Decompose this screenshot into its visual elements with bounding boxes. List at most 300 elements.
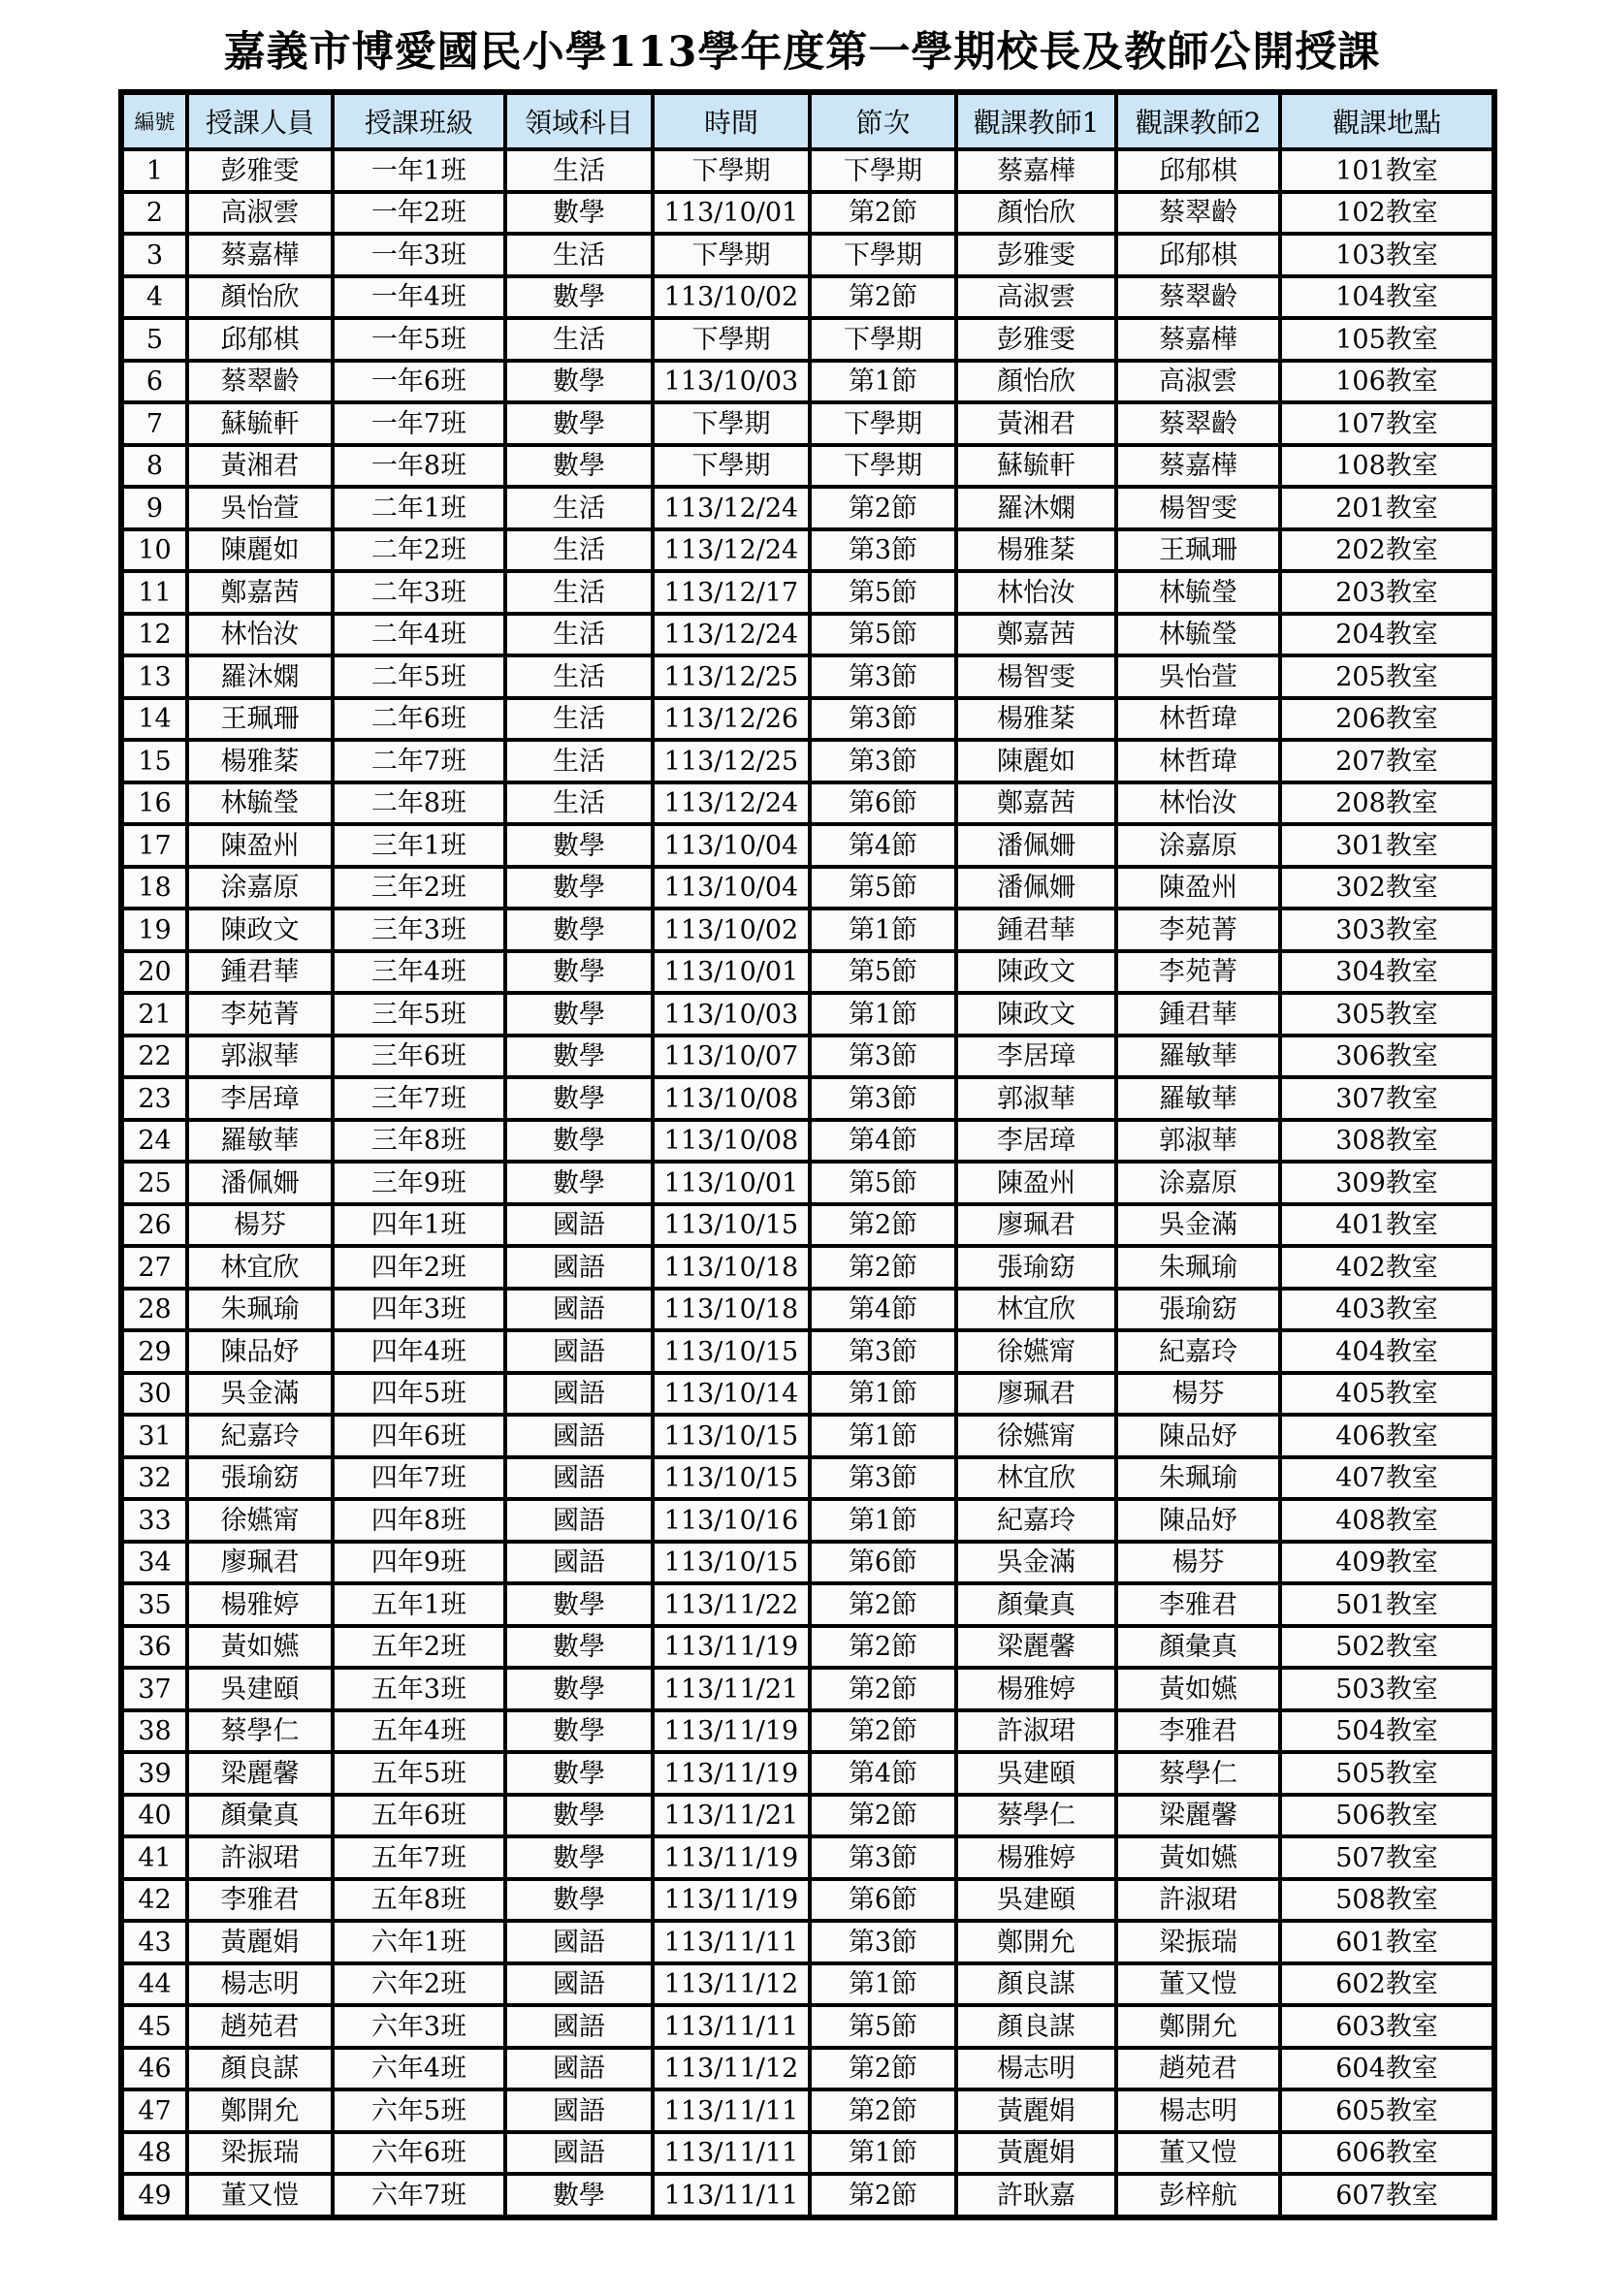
table-cell: 第3節 <box>810 1077 956 1120</box>
table-cell: 生活 <box>505 655 653 698</box>
table-cell: 101教室 <box>1280 149 1494 192</box>
table-cell: 第2節 <box>810 1204 956 1247</box>
table-cell: 113/10/03 <box>653 361 810 403</box>
table-cell: 生活 <box>505 571 653 614</box>
table-cell: 陳盈州 <box>187 824 333 867</box>
table-cell: 103教室 <box>1280 234 1494 276</box>
table-cell: 國語 <box>505 1289 653 1331</box>
table-cell: 廖珮君 <box>187 1542 333 1584</box>
row-number-cell: 36 <box>121 1626 187 1669</box>
table-row <box>121 1415 1494 1457</box>
table-cell: 第4節 <box>810 1289 956 1331</box>
table-cell: 201教室 <box>1280 487 1494 529</box>
table-cell: 郭淑華 <box>1116 1120 1280 1163</box>
table-row <box>121 782 1494 825</box>
table-row <box>121 1289 1494 1331</box>
table-cell: 梁振瑞 <box>1116 1921 1280 1963</box>
table-cell: 第5節 <box>810 571 956 614</box>
table-cell: 第2節 <box>810 1795 956 1837</box>
table-cell: 113/10/02 <box>653 276 810 319</box>
table-cell: 一年2班 <box>333 192 505 235</box>
row-number-cell: 33 <box>121 1499 187 1542</box>
table-cell: 梁麗馨 <box>187 1752 333 1795</box>
table-cell: 蘇毓軒 <box>187 402 333 445</box>
table-row <box>121 1330 1494 1373</box>
table-cell: 許淑珺 <box>956 1710 1116 1753</box>
table-cell: 607教室 <box>1280 2174 1494 2217</box>
table-cell: 113/12/25 <box>653 740 810 782</box>
row-number-cell: 9 <box>121 487 187 529</box>
table-cell: 113/11/21 <box>653 1795 810 1837</box>
table-row <box>121 361 1494 403</box>
table-cell: 林宜欣 <box>956 1289 1116 1331</box>
table-cell: 林毓瑩 <box>1116 614 1280 656</box>
table-row <box>121 1077 1494 1120</box>
table-cell: 五年3班 <box>333 1668 505 1710</box>
header-cell: 節次 <box>810 92 956 149</box>
table-cell: 第5節 <box>810 2005 956 2048</box>
row-number-cell: 25 <box>121 1162 187 1204</box>
table-cell: 楊雅婷 <box>956 1668 1116 1710</box>
table-cell: 數學 <box>505 1120 653 1163</box>
table-cell: 顏彙真 <box>1116 1626 1280 1669</box>
table-cell: 第1節 <box>810 2132 956 2175</box>
row-number-cell: 20 <box>121 951 187 994</box>
table-cell: 113/10/15 <box>653 1415 810 1457</box>
row-number-cell: 24 <box>121 1120 187 1163</box>
table-cell: 國語 <box>505 1204 653 1247</box>
table-cell: 彭梓航 <box>1116 2174 1280 2217</box>
table-cell: 生活 <box>505 529 653 572</box>
table-cell: 第6節 <box>810 1879 956 1922</box>
table-cell: 113/10/08 <box>653 1077 810 1120</box>
table-cell: 蔡嘉樺 <box>187 234 333 276</box>
table-cell: 董又愷 <box>1116 2132 1280 2175</box>
table-cell: 生活 <box>505 487 653 529</box>
table-cell: 第3節 <box>810 1921 956 1963</box>
table-row <box>121 1710 1494 1753</box>
table-cell: 數學 <box>505 402 653 445</box>
table-cell: 吳金滿 <box>1116 1204 1280 1247</box>
row-number-cell: 41 <box>121 1836 187 1879</box>
table-row <box>121 824 1494 867</box>
table-cell: 第6節 <box>810 1542 956 1584</box>
table-cell: 第1節 <box>810 993 956 1036</box>
table-cell: 國語 <box>505 1373 653 1416</box>
table-cell: 生活 <box>505 740 653 782</box>
table-cell: 104教室 <box>1280 276 1494 319</box>
row-number-cell: 46 <box>121 2048 187 2090</box>
table-cell: 羅敏華 <box>187 1120 333 1163</box>
table-row <box>121 740 1494 782</box>
table-cell: 梁麗馨 <box>956 1626 1116 1669</box>
table-cell: 生活 <box>505 614 653 656</box>
table-cell: 407教室 <box>1280 1457 1494 1500</box>
table-cell: 113/12/24 <box>653 614 810 656</box>
table-cell: 吳建頤 <box>956 1752 1116 1795</box>
table-row <box>121 1120 1494 1163</box>
table-cell: 113/10/07 <box>653 1036 810 1078</box>
table-cell: 308教室 <box>1280 1120 1494 1163</box>
table-cell: 405教室 <box>1280 1373 1494 1416</box>
table-cell: 302教室 <box>1280 867 1494 909</box>
table-cell: 106教室 <box>1280 361 1494 403</box>
row-number-cell: 10 <box>121 529 187 572</box>
table-cell: 309教室 <box>1280 1162 1494 1204</box>
table-cell: 林哲瑋 <box>1116 698 1280 741</box>
table-cell: 國語 <box>505 1415 653 1457</box>
table-cell: 楊志明 <box>187 1963 333 2006</box>
table-cell: 顏彙真 <box>956 1583 1116 1626</box>
table-cell: 梁振瑞 <box>187 2132 333 2175</box>
page <box>0 29 1604 2296</box>
table-cell: 邱郁棋 <box>187 318 333 361</box>
table-cell: 李苑菁 <box>1116 951 1280 994</box>
table-cell: 朱珮瑜 <box>1116 1457 1280 1500</box>
table-cell: 顏怡欣 <box>956 192 1116 235</box>
table-cell: 許淑珺 <box>1116 1879 1280 1922</box>
table-cell: 鄭開允 <box>956 1921 1116 1963</box>
header-cell: 觀課教師1 <box>956 92 1116 149</box>
table-cell: 503教室 <box>1280 1668 1494 1710</box>
row-number-cell: 40 <box>121 1795 187 1837</box>
table-cell: 113/10/14 <box>653 1373 810 1416</box>
row-number-cell: 35 <box>121 1583 187 1626</box>
table-cell: 下學期 <box>653 445 810 488</box>
table-cell: 吳建頤 <box>187 1668 333 1710</box>
table-cell: 黃麗娟 <box>187 1921 333 1963</box>
table-cell: 508教室 <box>1280 1879 1494 1922</box>
table-cell: 涂嘉原 <box>1116 824 1280 867</box>
table-cell: 一年1班 <box>333 149 505 192</box>
page-title: 嘉義市博愛國民小學113學年度第一學期校長及教師公開授課 <box>223 28 1381 77</box>
table-cell: 許耿嘉 <box>956 2174 1116 2217</box>
table-cell: 數學 <box>505 1879 653 1922</box>
table-cell: 三年8班 <box>333 1120 505 1163</box>
table-cell: 國語 <box>505 1499 653 1542</box>
table-cell: 楊雅婷 <box>187 1583 333 1626</box>
table-cell: 國語 <box>505 1963 653 2006</box>
table-cell: 113/12/24 <box>653 529 810 572</box>
row-number-cell: 39 <box>121 1752 187 1795</box>
table-row <box>121 2174 1494 2217</box>
table-cell: 下學期 <box>810 149 956 192</box>
table-cell: 黃如嬿 <box>187 1626 333 1669</box>
table-cell: 生活 <box>505 782 653 825</box>
table-cell: 603教室 <box>1280 2005 1494 2048</box>
table-cell: 蔡翠齡 <box>1116 402 1280 445</box>
table-cell: 生活 <box>505 698 653 741</box>
table-cell: 505教室 <box>1280 1752 1494 1795</box>
table-cell: 四年5班 <box>333 1373 505 1416</box>
table-cell: 羅敏華 <box>1116 1036 1280 1078</box>
table-cell: 113/11/11 <box>653 2174 810 2217</box>
table-cell: 第5節 <box>810 951 956 994</box>
table-cell: 205教室 <box>1280 655 1494 698</box>
row-number-cell: 48 <box>121 2132 187 2175</box>
table-cell: 113/11/11 <box>653 2089 810 2132</box>
table-cell: 113/10/15 <box>653 1457 810 1500</box>
table-cell: 紀嘉玲 <box>1116 1330 1280 1373</box>
table-cell: 林哲瑋 <box>1116 740 1280 782</box>
table-cell: 顏良謀 <box>956 1963 1116 2006</box>
table-cell: 數學 <box>505 1710 653 1753</box>
table-cell: 四年2班 <box>333 1246 505 1289</box>
row-number-cell: 13 <box>121 655 187 698</box>
table-cell: 下學期 <box>653 318 810 361</box>
table-cell: 三年2班 <box>333 867 505 909</box>
table-cell: 304教室 <box>1280 951 1494 994</box>
table-row <box>121 951 1494 994</box>
table-cell: 李居璋 <box>956 1120 1116 1163</box>
table-cell: 林怡汝 <box>187 614 333 656</box>
table-cell: 陳品妤 <box>1116 1499 1280 1542</box>
table-row <box>121 1921 1494 1963</box>
table-cell: 陳品妤 <box>187 1330 333 1373</box>
table-cell: 林宜欣 <box>956 1457 1116 1500</box>
table-cell: 楊志明 <box>1116 2089 1280 2132</box>
table-cell: 113/11/19 <box>653 1626 810 1669</box>
table-cell: 吳怡萱 <box>187 487 333 529</box>
table-cell: 數學 <box>505 909 653 951</box>
row-number-cell: 34 <box>121 1542 187 1584</box>
table-cell: 下學期 <box>653 149 810 192</box>
table-cell: 李居璋 <box>187 1077 333 1120</box>
header-cell: 授課班級 <box>333 92 505 149</box>
table-cell: 吳怡萱 <box>1116 655 1280 698</box>
table-cell: 國語 <box>505 1921 653 1963</box>
table-cell: 陳盈州 <box>956 1162 1116 1204</box>
table-cell: 三年6班 <box>333 1036 505 1078</box>
table-cell: 國語 <box>505 1457 653 1500</box>
table-cell: 一年8班 <box>333 445 505 488</box>
table-row <box>121 234 1494 276</box>
table-cell: 401教室 <box>1280 1204 1494 1247</box>
table-cell: 一年6班 <box>333 361 505 403</box>
table-cell: 李苑菁 <box>1116 909 1280 951</box>
row-number-cell: 5 <box>121 318 187 361</box>
table-row <box>121 867 1494 909</box>
table-cell: 四年6班 <box>333 1415 505 1457</box>
row-number-cell: 31 <box>121 1415 187 1457</box>
row-number-cell: 30 <box>121 1373 187 1416</box>
table-cell: 黃如嬿 <box>1116 1836 1280 1879</box>
table-cell: 107教室 <box>1280 402 1494 445</box>
table-cell: 403教室 <box>1280 1289 1494 1331</box>
row-number-cell: 43 <box>121 1921 187 1963</box>
table-cell: 四年1班 <box>333 1204 505 1247</box>
table-cell: 數學 <box>505 192 653 235</box>
table-cell: 二年2班 <box>333 529 505 572</box>
table-cell: 307教室 <box>1280 1077 1494 1120</box>
table-row <box>121 2048 1494 2090</box>
table-cell: 113/10/15 <box>653 1542 810 1584</box>
table-row <box>121 614 1494 656</box>
table-cell: 113/10/15 <box>653 1330 810 1373</box>
table-cell: 113/10/02 <box>653 909 810 951</box>
table-row <box>121 1795 1494 1837</box>
table-cell: 六年3班 <box>333 2005 505 2048</box>
table-cell: 506教室 <box>1280 1795 1494 1837</box>
table-cell: 楊雅婷 <box>956 1836 1116 1879</box>
table-cell: 402教室 <box>1280 1246 1494 1289</box>
table-cell: 羅沐嫻 <box>956 487 1116 529</box>
table-row <box>121 909 1494 951</box>
table-cell: 蔡嘉樺 <box>1116 445 1280 488</box>
open-class-schedule-table <box>118 89 1497 2220</box>
table-cell: 六年1班 <box>333 1921 505 1963</box>
row-number-cell: 15 <box>121 740 187 782</box>
table-cell: 蔡嘉樺 <box>1116 318 1280 361</box>
table-cell: 鄭嘉茜 <box>956 614 1116 656</box>
table-cell: 林毓瑩 <box>1116 571 1280 614</box>
table-row <box>121 2005 1494 2048</box>
table-cell: 彭雅雯 <box>956 234 1116 276</box>
table-cell: 數學 <box>505 1668 653 1710</box>
table-cell: 顏怡欣 <box>956 361 1116 403</box>
table-cell: 李雅君 <box>1116 1583 1280 1626</box>
table-row <box>121 1879 1494 1922</box>
table-cell: 三年3班 <box>333 909 505 951</box>
table-cell: 高淑雲 <box>956 276 1116 319</box>
table-cell: 第6節 <box>810 782 956 825</box>
table-cell: 第1節 <box>810 909 956 951</box>
table-row <box>121 1963 1494 2006</box>
table-cell: 六年6班 <box>333 2132 505 2175</box>
table-cell: 數學 <box>505 1626 653 1669</box>
table-cell: 第1節 <box>810 1963 956 2006</box>
row-number-cell: 18 <box>121 867 187 909</box>
table-cell: 113/10/03 <box>653 993 810 1036</box>
table-cell: 張瑜窈 <box>187 1457 333 1500</box>
table-cell: 第2節 <box>810 276 956 319</box>
table-cell: 303教室 <box>1280 909 1494 951</box>
table-cell: 102教室 <box>1280 192 1494 235</box>
table-cell: 高淑雲 <box>187 192 333 235</box>
header-cell: 授課人員 <box>187 92 333 149</box>
table-cell: 數學 <box>505 1836 653 1879</box>
table-cell: 蔡翠齡 <box>1116 276 1280 319</box>
table-cell: 113/11/21 <box>653 1668 810 1710</box>
table-cell: 下學期 <box>653 402 810 445</box>
row-number-cell: 14 <box>121 698 187 741</box>
table-cell: 二年6班 <box>333 698 505 741</box>
table-cell: 第2節 <box>810 487 956 529</box>
row-number-cell: 47 <box>121 2089 187 2132</box>
table-cell: 三年9班 <box>333 1162 505 1204</box>
table-cell: 生活 <box>505 149 653 192</box>
table-cell: 113/11/11 <box>653 1921 810 1963</box>
table-cell: 鄭嘉茜 <box>956 782 1116 825</box>
table-row <box>121 2089 1494 2132</box>
table-cell: 蔡學仁 <box>956 1795 1116 1837</box>
table-row <box>121 2132 1494 2175</box>
row-number-cell: 12 <box>121 614 187 656</box>
table-cell: 羅敏華 <box>1116 1077 1280 1120</box>
table-cell: 第1節 <box>810 1373 956 1416</box>
table-cell: 國語 <box>505 1330 653 1373</box>
table-cell: 黃麗娟 <box>956 2089 1116 2132</box>
table-cell: 楊雅棻 <box>956 698 1116 741</box>
table-cell: 602教室 <box>1280 1963 1494 2006</box>
table-cell: 第2節 <box>810 2048 956 2090</box>
table-cell: 409教室 <box>1280 1542 1494 1584</box>
table-cell: 第1節 <box>810 361 956 403</box>
table-cell: 楊芬 <box>1116 1542 1280 1584</box>
table-cell: 六年5班 <box>333 2089 505 2132</box>
table-cell: 四年3班 <box>333 1289 505 1331</box>
row-number-cell: 2 <box>121 192 187 235</box>
table-cell: 113/10/01 <box>653 192 810 235</box>
table-cell: 113/10/18 <box>653 1246 810 1289</box>
table-cell: 吳建頤 <box>956 1879 1116 1922</box>
table-cell: 徐嬿甯 <box>187 1499 333 1542</box>
table-cell: 113/10/16 <box>653 1499 810 1542</box>
table-cell: 顏良謀 <box>956 2005 1116 2048</box>
table-cell: 六年4班 <box>333 2048 505 2090</box>
table-cell: 徐嬿甯 <box>956 1330 1116 1373</box>
table-cell: 李雅君 <box>1116 1710 1280 1753</box>
table-cell: 113/12/17 <box>653 571 810 614</box>
row-number-cell: 7 <box>121 402 187 445</box>
table-cell: 208教室 <box>1280 782 1494 825</box>
header-row <box>121 92 1494 149</box>
table-row <box>121 276 1494 319</box>
table-cell: 六年7班 <box>333 2174 505 2217</box>
table-cell: 五年6班 <box>333 1795 505 1837</box>
header-cell: 觀課地點 <box>1280 92 1494 149</box>
table-row <box>121 149 1494 192</box>
row-number-cell: 49 <box>121 2174 187 2217</box>
table-cell: 陳盈州 <box>1116 867 1280 909</box>
table-cell: 606教室 <box>1280 2132 1494 2175</box>
table-cell: 113/10/18 <box>653 1289 810 1331</box>
row-number-cell: 37 <box>121 1668 187 1710</box>
row-number-cell: 44 <box>121 1963 187 2006</box>
table-cell: 陳政文 <box>956 993 1116 1036</box>
table-cell: 113/11/19 <box>653 1752 810 1795</box>
table-cell: 下學期 <box>810 445 956 488</box>
table-cell: 數學 <box>505 445 653 488</box>
table-row <box>121 192 1494 235</box>
table-cell: 第1節 <box>810 1415 956 1457</box>
table-cell: 吳金滿 <box>956 1542 1116 1584</box>
table-cell: 徐嬿甯 <box>956 1415 1116 1457</box>
table-cell: 林怡汝 <box>956 571 1116 614</box>
table-cell: 鍾君華 <box>187 951 333 994</box>
table-cell: 陳品妤 <box>1116 1415 1280 1457</box>
table-cell: 108教室 <box>1280 445 1494 488</box>
table-cell: 207教室 <box>1280 740 1494 782</box>
table-cell: 第1節 <box>810 1499 956 1542</box>
table-cell: 113/11/11 <box>653 2132 810 2175</box>
table-cell: 蔡學仁 <box>1116 1752 1280 1795</box>
table-cell: 國語 <box>505 2089 653 2132</box>
table-cell: 601教室 <box>1280 1921 1494 1963</box>
table-cell: 涂嘉原 <box>1116 1162 1280 1204</box>
row-number-cell: 11 <box>121 571 187 614</box>
table-cell: 204教室 <box>1280 614 1494 656</box>
table-cell: 504教室 <box>1280 1710 1494 1753</box>
table-cell: 三年1班 <box>333 824 505 867</box>
row-number-cell: 19 <box>121 909 187 951</box>
table-cell: 國語 <box>505 1542 653 1584</box>
table-cell: 第3節 <box>810 1836 956 1879</box>
table-cell: 二年5班 <box>333 655 505 698</box>
table-row <box>121 1542 1494 1584</box>
table-cell: 廖珮君 <box>956 1204 1116 1247</box>
table-cell: 113/11/19 <box>653 1710 810 1753</box>
